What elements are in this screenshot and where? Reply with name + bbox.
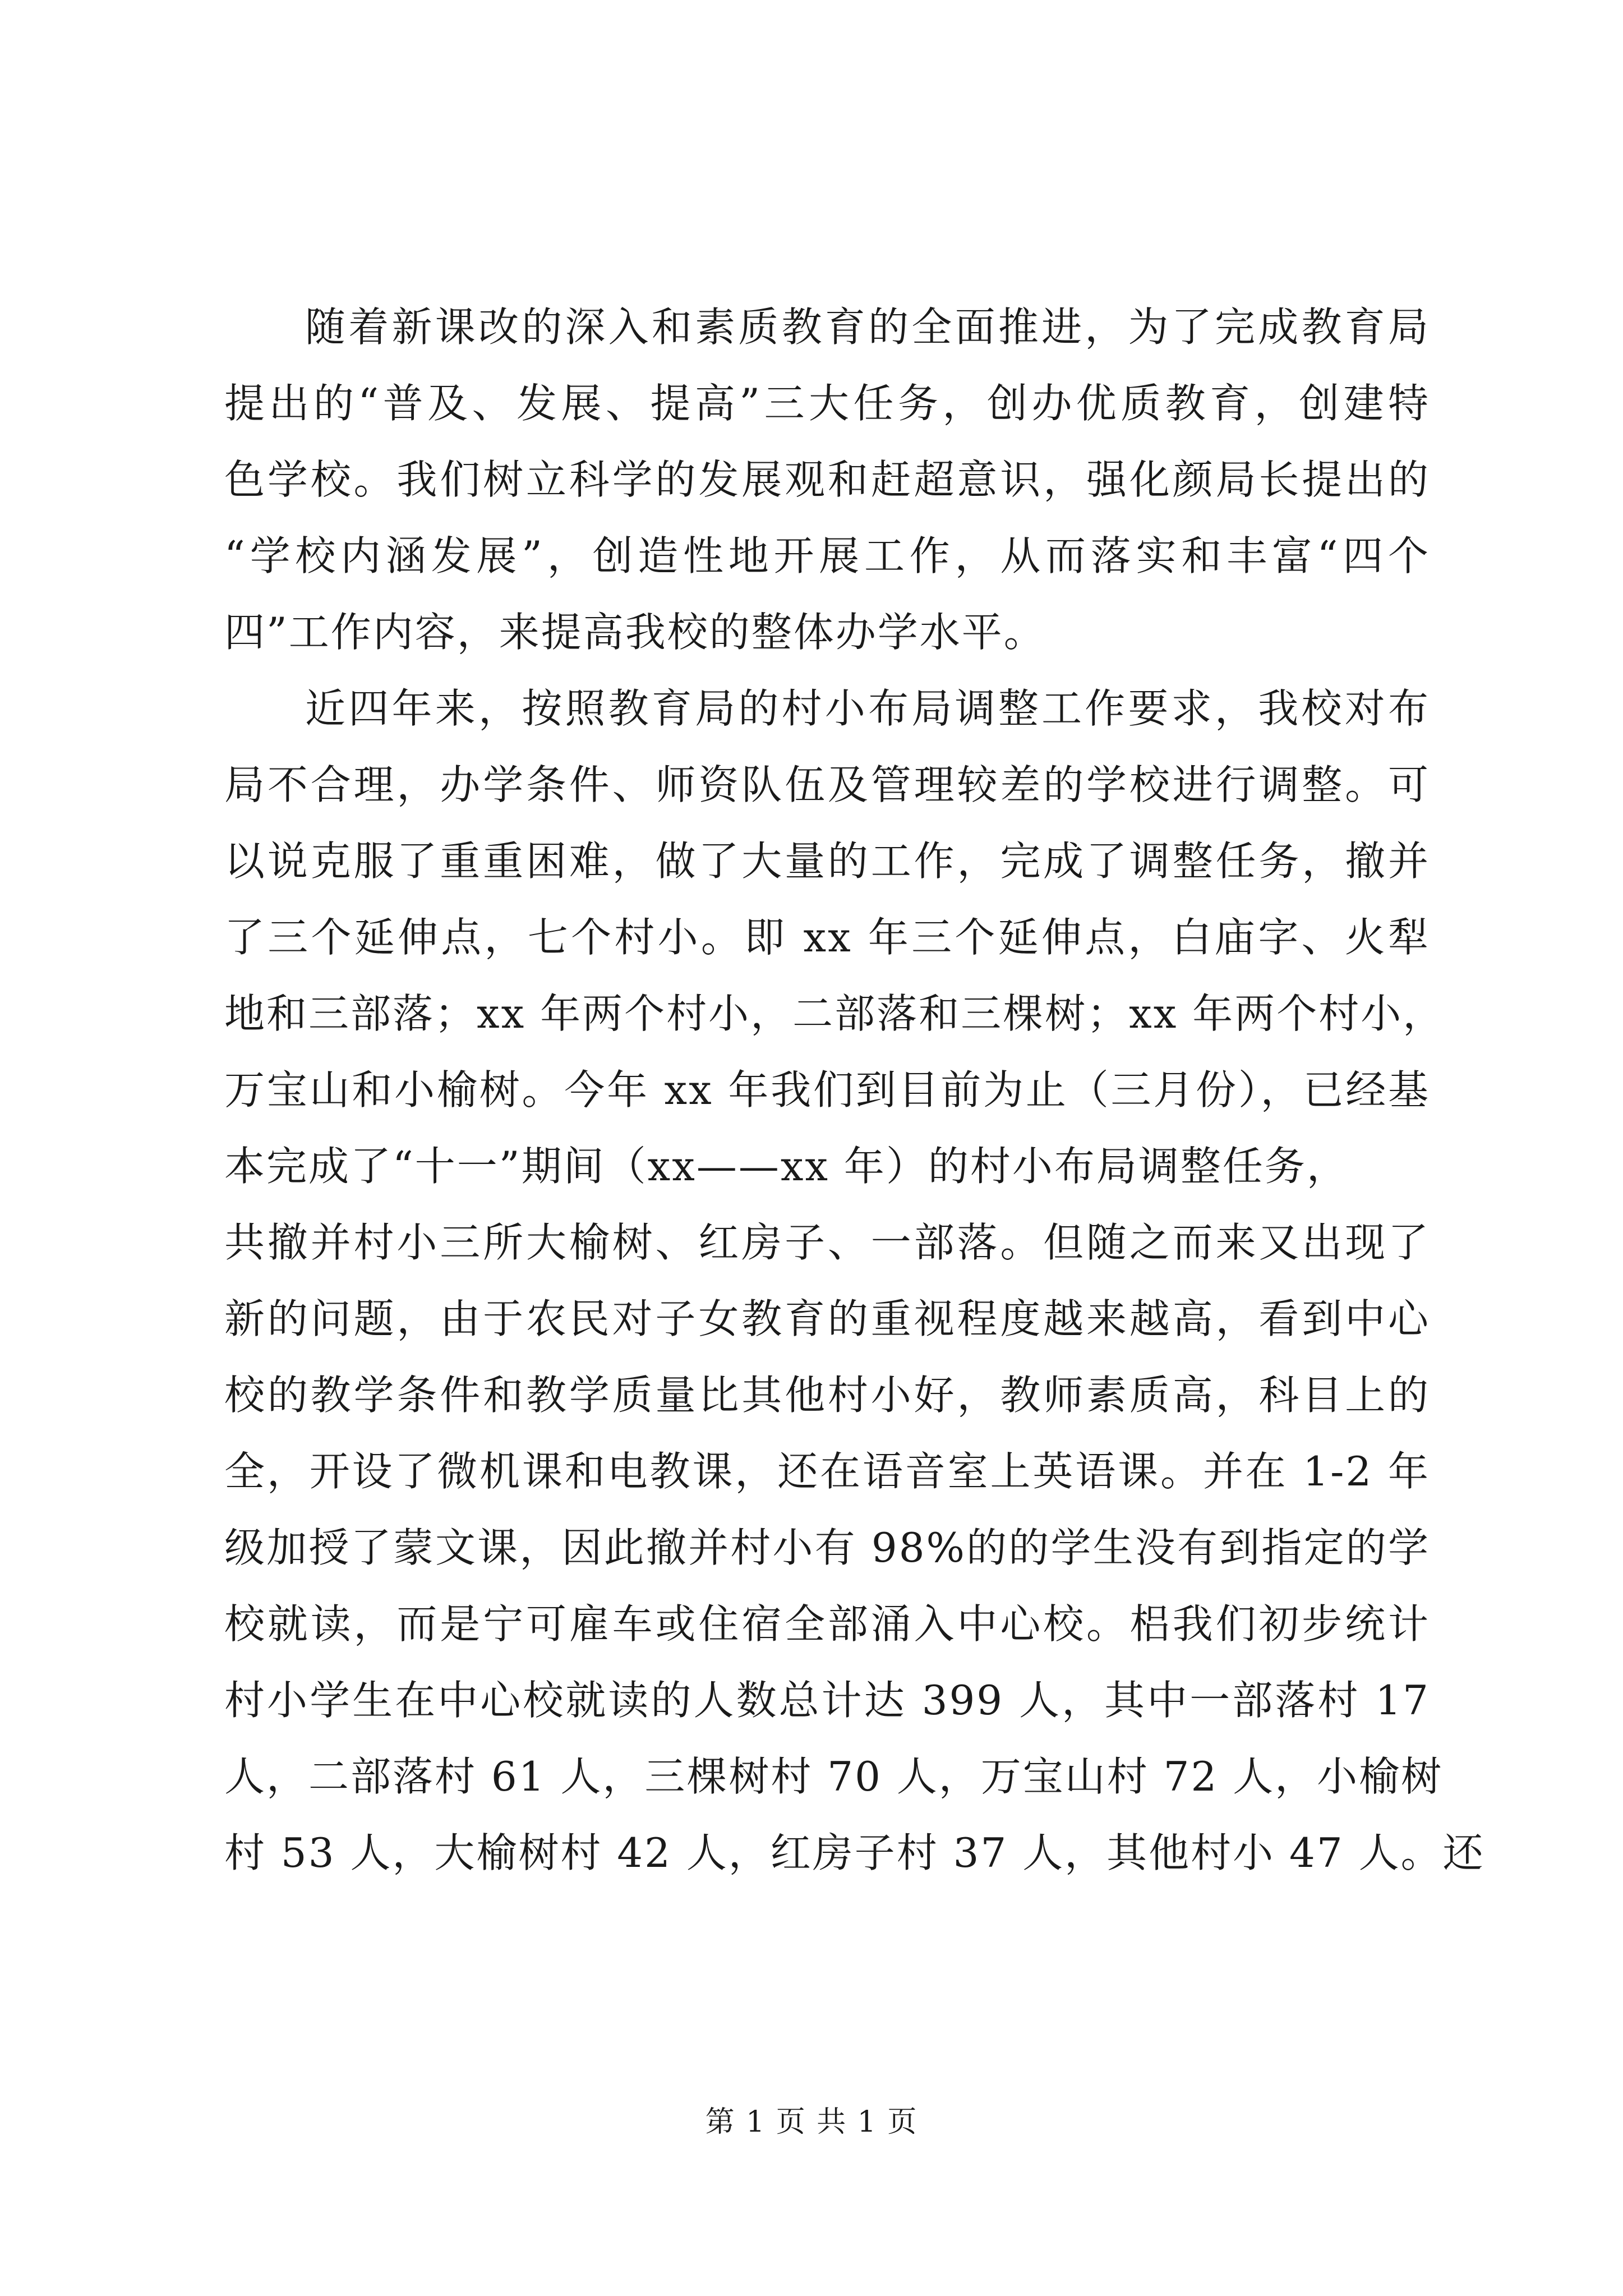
- paragraph-1-line-1: 随着新课改的深入和素质教育的全面推进，为了完成教育局: [305, 303, 1430, 351]
- paragraph-2-line-10: 校的教学条件和教学质量比其他村小好，教师素质高，科目上的: [224, 1372, 1430, 1419]
- paragraph-2-line-4: 了三个延伸点，七个村小。即 xx 年三个延伸点，白庙字、火犁: [224, 914, 1430, 961]
- paragraph-2-line-5: 地和三部落；xx 年两个村小，二部落和三棵树；xx 年两个村小，: [224, 990, 1445, 1037]
- paragraph-2-line-16: 村 53 人，大榆树村 42 人，红房子村 37 人，其他村小 47 人。还: [224, 1829, 1485, 1876]
- paragraph-2-line-14: 村小学生在中心校就读的人数总计达 399 人，其中一部落村 17: [224, 1677, 1430, 1724]
- paragraph-2-line-13: 校就读，而是宁可雇车或住宿全部涌入中心校。梠我们初步统计: [224, 1600, 1430, 1648]
- body-text: [224, 289, 1485, 1891]
- paragraph-1-line-3: 色学校。我们树立科学的发展观和赶超意识，强化颜局长提出的: [224, 456, 1430, 503]
- paragraph-2-line-15: 人，二部落村 61 人，三棵树村 70 人，万宝山村 72 人，小榆树: [224, 1753, 1444, 1800]
- paragraph-2-line-12: 级加授了蒙文课，因此撤并村小有 98%的的学生没有到指定的学: [224, 1524, 1430, 1571]
- paragraph-1-line-5: 四”工作内容，来提高我校的整体办学水平。: [224, 609, 1046, 656]
- paragraph-2-line-7: 本完成了“十一”期间（xx——xx 年）的村小布局调整任务，: [224, 1143, 1349, 1190]
- paragraph-2-line-2: 局不合理，办学条件、师资队伍及管理较差的学校进行调整。可: [224, 761, 1430, 808]
- paragraph-2-line-6: 万宝山和小榆树。今年 xx 年我们到目前为止（三月份），已经基: [224, 1066, 1430, 1114]
- paragraph-2-line-9: 新的问题，由于农民对子女教育的重视程度越来越高，看到中心: [224, 1295, 1430, 1342]
- paragraph-1-line-4: “学校内涵发展”，创造性地开展工作，从而落实和丰富“四个: [224, 532, 1430, 579]
- paragraph-2-line-11: 全，开设了微机课和电教课，还在语音室上英语课。并在 1-2 年: [224, 1448, 1430, 1495]
- paragraph-2-line-8: 共撤并村小三所大榆树、红房子、一部落。但随之而来又出现了: [224, 1219, 1430, 1266]
- paragraph-1-line-2: 提出的“普及、发展、提高”三大任务，创办优质教育，创建特: [224, 380, 1430, 427]
- paragraph-2-line-1: 近四年来，按照教育局的村小布局调整工作要求，我校对布: [305, 685, 1430, 732]
- paragraph-2-line-3: 以说克服了重重困难，做了大量的工作，完成了调整任务，撤并: [224, 838, 1430, 885]
- page-number-footer: 第 1 页 共 1 页: [705, 2105, 918, 2139]
